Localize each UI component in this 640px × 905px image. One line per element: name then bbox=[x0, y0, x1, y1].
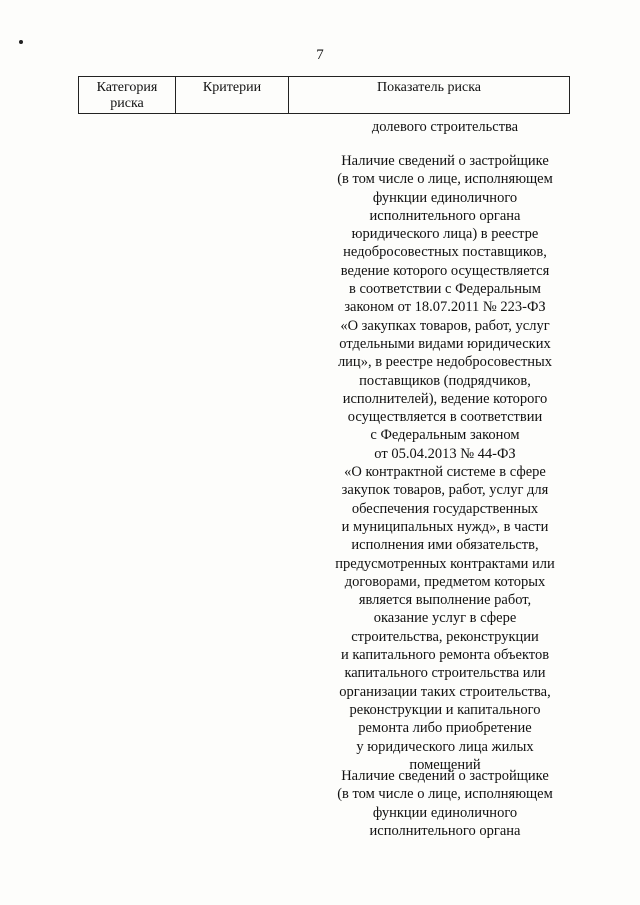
table-header bbox=[78, 76, 570, 114]
header-indicator: Показатель риска bbox=[376, 80, 481, 95]
scan-dot bbox=[19, 40, 23, 44]
page-number: 7 bbox=[316, 47, 324, 63]
risk-indicator-paragraph-1: Наличие сведений о застройщике (в том числе о лице, исполняющем функции единоличного исполнительного органа юридического лица) в реестре недобросовестных поставщиков, ведение которого осуществляется в соответствии с Федеральным законом от 18.07.2011 № 223-ФЗ «О закупках товаров, работ, услуг отдельными видами юридических лиц», в реестре недобросовестных поставщиков (подрядчиков, исполнителей), ведение которого осуществляется в соответствии с Федеральным законом от 05.04.2013 № 44-ФЗ «О контрактной системе в сфере закупок товаров, работ, услуг для обеспечения государственных и муниципальных нужд», в части исполнения ими обязательств, предусмотренных контрактами или договорами, предметом которых является выполнение работ, оказание услуг в сфере строительства, реконструкции и капитального ремонта объектов капитального строительства или организации таких строительства, реконструкции и капитального ремонта либо приобретение у юридического лица жилых помещений bbox=[335, 153, 555, 773]
continuation-line: долевого строительства bbox=[371, 119, 519, 135]
header-criteria: Критерии bbox=[176, 77, 289, 113]
risk-indicator-paragraph-2: Наличие сведений о застройщике (в том числе о лице, исполняющем функции единоличного исполнительного органа bbox=[337, 768, 553, 839]
header-category: Категория риска bbox=[79, 77, 176, 113]
